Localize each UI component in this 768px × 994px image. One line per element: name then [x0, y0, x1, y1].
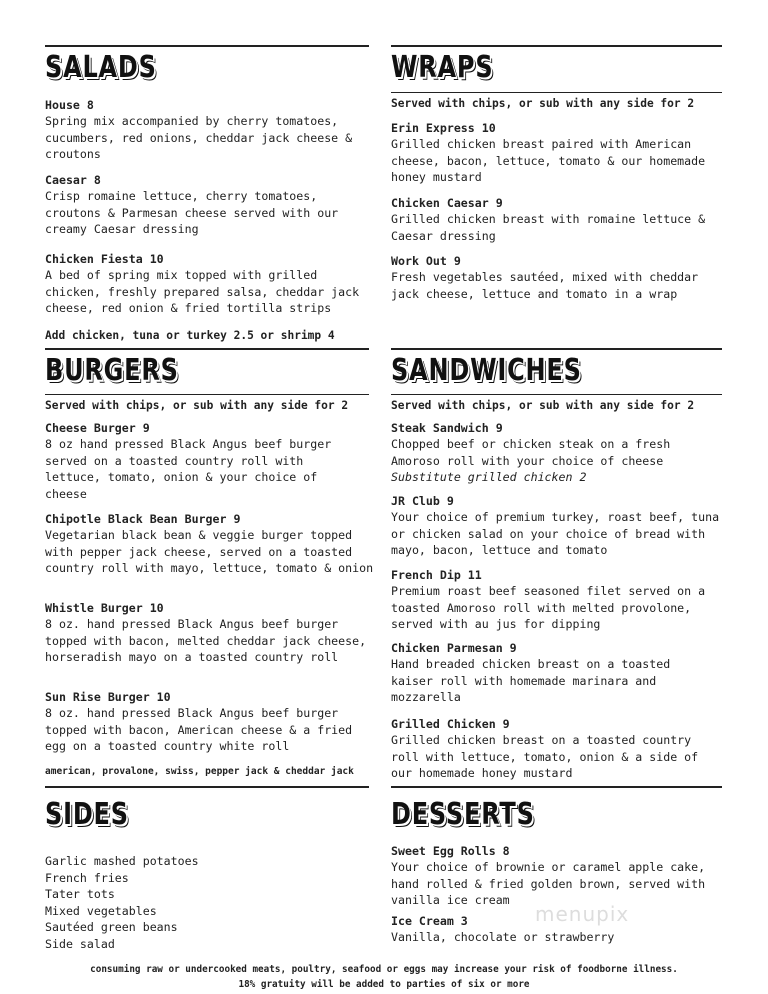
item-desc: 8 oz. hand pressed Black Angus beef burger topped with bacon, American cheese & a fried egg on a toasted country white roll — [45, 706, 353, 754]
sandwich-item — [391, 640, 726, 706]
item-desc: Crisp romaine lettuce, cherry tomatoes, croutons & Parmesan cheese served with our creamy Caesar dressing — [45, 189, 339, 237]
item-desc: Spring mix accompanied by cherry tomatoes, cucumbers, red onions, cheddar jack cheese & croutons — [45, 114, 353, 162]
list-item: Tater tots — [45, 887, 115, 902]
item-name: Ice Cream 3 — [391, 914, 468, 928]
list-item: Sautéed green beans — [45, 920, 178, 935]
list-item: Garlic mashed potatoes — [45, 854, 199, 868]
salads-addon: Add chicken, tuna or turkey 2.5 or shrimp 4 — [45, 329, 335, 342]
top-rule-right — [391, 45, 722, 47]
sandwiches-note: Served with chips, or sub with any side for 2 — [391, 399, 695, 412]
item-desc: Hand breaded chicken breast on a toasted kaiser roll with homemade marinara and mozzarella — [391, 657, 671, 705]
wrap-item — [391, 195, 726, 244]
rule-sides — [45, 786, 369, 788]
burgers-heading: BURGERS — [45, 353, 179, 388]
item-desc: Vanilla, chocolate or strawberry — [391, 930, 615, 944]
item-desc: Fresh vegetables sautéed, mixed with cheddar jack cheese, lettuce and tomato in a wrap — [391, 270, 699, 301]
list-item: Side salad — [45, 936, 115, 951]
item-name: Erin Express 10 — [391, 121, 496, 135]
item-desc: 8 oz. hand pressed Black Angus beef burger topped with bacon, melted cheddar jack cheese, horseradish mayo on a toasted country roll — [45, 617, 367, 665]
sandwich-item — [391, 716, 726, 782]
item-name: French Dip 11 — [391, 568, 482, 582]
allergy-warning: consuming raw or undercooked meats, poultry, seafood or eggs may increase your risk of foodborne illness. — [90, 964, 678, 975]
sandwich-item — [391, 567, 726, 633]
item-name: Work Out 9 — [391, 254, 461, 268]
burger-item — [45, 511, 380, 577]
item-name: Chipotle Black Bean Burger 9 — [45, 512, 241, 526]
item-name: Caesar 8 — [45, 173, 101, 187]
item-name: Sweet Egg Rolls 8 — [391, 844, 510, 858]
item-name: Chicken Fiesta 10 — [45, 252, 164, 266]
salads-heading: SALADS — [45, 50, 157, 85]
sandwiches-heading: SANDWICHES — [391, 353, 582, 388]
item-desc: 8 oz hand pressed Black Angus beef burger served on a toasted country roll with lettuce, tomato, onion & your choice of cheese — [45, 437, 332, 501]
burgers-note: Served with chips, or sub with any side for 2 — [45, 399, 349, 412]
item-name: JR Club 9 — [391, 494, 454, 508]
item-desc: Your choice of premium turkey, roast beef, tuna or chicken salad on your choice of bread with mayo, bacon, lettuce and tomato — [391, 510, 720, 558]
item-name: Whistle Burger 10 — [45, 601, 164, 615]
item-desc: Grilled chicken breast paired with American cheese, bacon, lettuce, tomato & our homemade honey mustard — [391, 137, 706, 185]
item-name: Chicken Caesar 9 — [391, 196, 503, 210]
rule-desserts — [391, 786, 722, 788]
item-name: Steak Sandwich 9 — [391, 421, 503, 435]
salad-item — [45, 172, 380, 238]
wraps-note: Served with chips, or sub with any side for 2 — [391, 97, 695, 110]
sandwich-item — [391, 493, 726, 559]
list-item: French fries — [45, 870, 129, 885]
top-rule-left — [45, 45, 369, 47]
sides-list — [45, 853, 199, 953]
item-desc: A bed of spring mix topped with grilled chicken, freshly prepared salsa, cheddar jack cheese, red onion & fried tortilla strips — [45, 268, 360, 316]
burger-item — [45, 600, 380, 666]
item-name: Chicken Parmesan 9 — [391, 641, 517, 655]
wrap-item — [391, 253, 726, 302]
wraps-heading: WRAPS — [391, 50, 494, 85]
salad-item — [45, 97, 380, 163]
item-desc: Grilled chicken breast on a toasted country roll with lettuce, tomato, onion & a side of our homemade honey mustard — [391, 733, 699, 781]
wrap-item — [391, 120, 726, 186]
rule-burgers-under — [45, 394, 369, 395]
rule-sandwiches-under — [391, 394, 722, 395]
rule-wraps-under — [391, 92, 722, 93]
item-desc: Premium roast beef seasoned filet served on a toasted Amoroso roll with melted provolone, served with au jus for dipping — [391, 584, 706, 632]
item-extra: Substitute grilled chicken 2 — [391, 470, 587, 485]
burger-item — [45, 420, 380, 502]
dessert-item — [391, 843, 726, 909]
item-name: Sun Rise Burger 10 — [45, 690, 171, 704]
salad-item — [45, 251, 380, 317]
sides-heading: SIDES — [45, 797, 129, 832]
sandwich-item — [391, 420, 726, 486]
watermark: menupix — [535, 902, 630, 926]
item-name: House 8 — [45, 98, 94, 112]
item-desc: Grilled chicken breast with romaine lettuce & Caesar dressing — [391, 212, 706, 243]
item-name: Cheese Burger 9 — [45, 421, 150, 435]
item-desc: Your choice of brownie or caramel apple cake, hand rolled & fried golden brown, served with vanilla ice cream — [391, 860, 706, 908]
rule-sandwiches — [391, 348, 722, 350]
item-desc: Vegetarian black bean & veggie burger topped with pepper jack cheese, served on a toasted country roll with mayo, lettuce, tomato & onion — [45, 528, 374, 576]
item-name: Grilled Chicken 9 — [391, 717, 510, 731]
list-item: Mixed vegetables — [45, 903, 157, 918]
burger-item — [45, 689, 380, 755]
desserts-heading: DESSERTS — [391, 797, 535, 832]
burgers-cheese-options: american, provalone, swiss, pepper jack & cheddar jack — [45, 766, 354, 777]
rule-burgers — [45, 348, 369, 350]
gratuity-note: 18% gratuity will be added to parties of six or more — [238, 979, 530, 990]
item-desc: Chopped beef or chicken steak on a fresh Amoroso roll with your choice of cheese — [391, 437, 671, 468]
